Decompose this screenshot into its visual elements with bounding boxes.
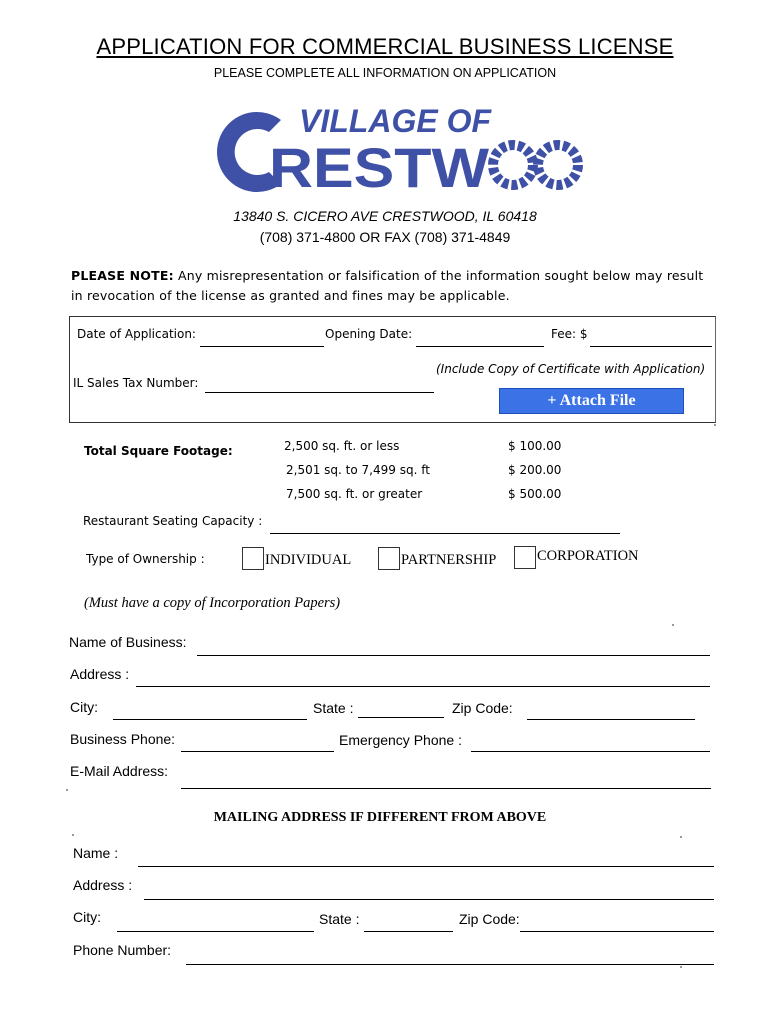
- date-of-application-field[interactable]: [200, 346, 324, 347]
- seating-capacity-field[interactable]: [270, 533, 620, 534]
- business-zip-label: Zip Code:: [452, 700, 513, 716]
- mailing-city-field[interactable]: [117, 931, 314, 932]
- footage-fee-3: $ 500.00: [508, 487, 562, 501]
- emergency-phone-label: Emergency Phone :: [339, 732, 462, 748]
- mailing-state-field[interactable]: [364, 931, 453, 932]
- svg-text:RESTW: RESTW: [269, 136, 490, 196]
- note-label: PLEASE NOTE:: [71, 268, 174, 283]
- address-line: 13840 S. CICERO AVE CRESTWOOD, IL 60418: [233, 208, 537, 224]
- fee-field[interactable]: [590, 346, 712, 347]
- footage-range-3: 7,500 sq. ft. or greater: [286, 487, 423, 501]
- opening-date-field[interactable]: [416, 346, 544, 347]
- individual-label: INDIVIDUAL: [265, 552, 352, 568]
- business-city-label: City:: [70, 699, 98, 715]
- business-phone-field[interactable]: [181, 751, 334, 752]
- crestwood-logo: [203, 102, 587, 196]
- certificate-note: (Include Copy of Certificate with Application): [436, 362, 706, 376]
- date-of-application-label: Date of Application:: [77, 327, 196, 341]
- please-note: [71, 266, 711, 306]
- note-text: Any misrepresentation or falsification of the information sought below may result in revocation of the license as granted and fines may be applicable.: [71, 268, 704, 303]
- corporation-label: CORPORATION: [537, 548, 639, 564]
- seating-capacity-label: Restaurant Seating Capacity :: [83, 514, 263, 528]
- square-footage-label: Total Square Footage:: [84, 444, 233, 458]
- business-address-field[interactable]: [136, 686, 710, 687]
- sales-tax-field[interactable]: [205, 392, 434, 393]
- sales-tax-label: IL Sales Tax Number:: [73, 376, 199, 390]
- mailing-phone-field[interactable]: [186, 964, 714, 965]
- mailing-state-label: State :: [319, 911, 360, 927]
- scan-dot: [66, 789, 68, 791]
- business-address-label: Address :: [70, 666, 130, 682]
- partnership-label: PARTNERSHIP: [401, 552, 497, 568]
- individual-checkbox[interactable]: [242, 547, 264, 570]
- corporation-checkbox[interactable]: [514, 546, 536, 569]
- ownership-label: Type of Ownership :: [86, 552, 205, 566]
- business-state-field[interactable]: [358, 717, 444, 718]
- incorporation-note: (Must have a copy of Incorporation Papers): [84, 595, 341, 611]
- scan-dot: [680, 966, 682, 968]
- email-field[interactable]: [181, 788, 711, 789]
- logo-top-text: VILLAGE OF: [299, 103, 491, 139]
- attach-file-button[interactable]: + Attach File: [499, 388, 684, 414]
- phone-fax-line: (708) 371-4800 OR FAX (708) 371-4849: [259, 229, 511, 245]
- business-zip-field[interactable]: [527, 719, 695, 720]
- partnership-checkbox[interactable]: [378, 547, 400, 570]
- scan-dot: [680, 836, 682, 838]
- fee-label: Fee: $: [551, 327, 588, 341]
- business-name-label: Name of Business:: [69, 634, 187, 650]
- mailing-name-field[interactable]: [138, 866, 714, 867]
- mailing-zip-label: Zip Code:: [459, 911, 520, 927]
- opening-date-label: Opening Date:: [325, 327, 413, 341]
- mailing-address-label: Address :: [73, 877, 133, 893]
- footage-fee-2: $ 200.00: [508, 463, 562, 477]
- emergency-phone-field[interactable]: [471, 751, 710, 752]
- scan-dot: [672, 624, 674, 626]
- footage-fee-1: $ 100.00: [508, 439, 562, 453]
- scan-dot: [714, 424, 716, 426]
- scan-dot: [72, 834, 74, 836]
- mailing-city-label: City:: [73, 909, 101, 925]
- business-name-field[interactable]: [197, 655, 710, 656]
- mailing-name-label: Name :: [73, 845, 119, 861]
- footage-range-2: 2,501 sq. to 7,499 sq. ft: [286, 463, 430, 477]
- business-state-label: State :: [313, 700, 354, 716]
- footage-range-1: 2,500 sq. ft. or less: [284, 439, 400, 453]
- page-subtitle: PLEASE COMPLETE ALL INFORMATION ON APPLICATION: [213, 66, 557, 80]
- email-label: E-Mail Address:: [70, 763, 169, 779]
- mailing-address-field[interactable]: [144, 899, 714, 900]
- business-phone-label: Business Phone:: [70, 731, 176, 747]
- mailing-phone-label: Phone Number:: [73, 942, 172, 958]
- mailing-address-heading: MAILING ADDRESS IF DIFFERENT FROM ABOVE: [213, 810, 547, 825]
- business-city-field[interactable]: [113, 719, 307, 720]
- page-title: APPLICATION FOR COMMERCIAL BUSINESS LICENSE: [96, 34, 674, 59]
- mailing-zip-field[interactable]: [520, 931, 714, 932]
